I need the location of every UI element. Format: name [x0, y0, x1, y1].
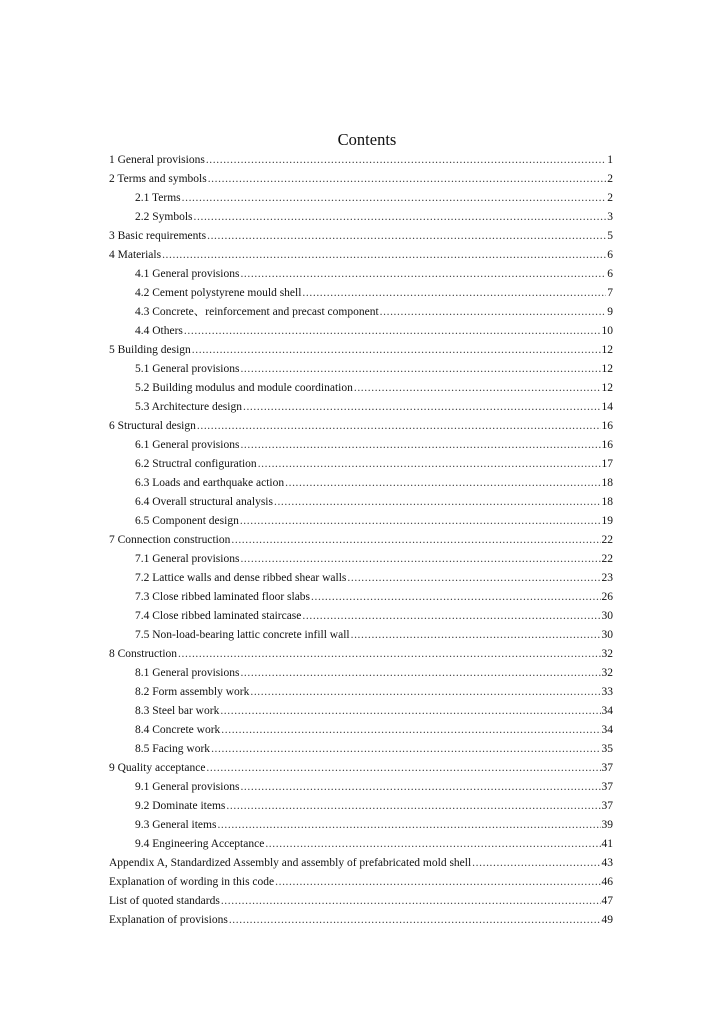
toc-entry-label: 7.3 Close ribbed laminated floor slabs	[135, 591, 311, 603]
toc-entry[interactable]	[109, 664, 613, 683]
toc-entry[interactable]	[109, 816, 613, 835]
toc-entry-label: Explanation of provisions	[109, 914, 228, 926]
toc-page-number: 14	[601, 401, 613, 413]
dot-leader	[380, 303, 607, 322]
dot-leader	[184, 322, 601, 341]
toc-entry[interactable]	[109, 569, 613, 588]
toc-entry-label: 9.3 General items	[135, 819, 217, 831]
toc-entry-label: 2 Terms and symbols	[109, 173, 207, 185]
toc-page-number: 16	[601, 439, 613, 451]
dot-leader	[182, 189, 607, 208]
toc-entry[interactable]	[109, 588, 613, 607]
toc-page-number: 47	[601, 895, 613, 907]
toc-entry-label: 2.2 Symbols	[135, 211, 193, 223]
dot-leader	[250, 683, 600, 702]
dot-leader	[178, 645, 600, 664]
toc-page-number: 34	[601, 705, 613, 717]
dot-leader	[240, 664, 600, 683]
dot-leader	[311, 588, 600, 607]
dot-leader	[197, 417, 601, 436]
dot-leader	[240, 360, 600, 379]
dot-leader	[285, 474, 600, 493]
toc-entry-label: 6 Structural design	[109, 420, 196, 432]
toc-entry-label: 7.4 Close ribbed laminated staircase	[135, 610, 302, 622]
dot-leader	[240, 550, 600, 569]
dot-leader	[207, 227, 606, 246]
dot-leader	[354, 379, 601, 398]
toc-page-number: 6	[607, 249, 613, 261]
toc-page-number: 32	[601, 648, 613, 660]
toc-entry-label: List of quoted standards	[109, 895, 220, 907]
toc-entry[interactable]	[109, 626, 613, 645]
toc-entry-label: 9.4 Engineering Acceptance	[135, 838, 265, 850]
toc-entry-label: 4 Materials	[109, 249, 162, 261]
dot-leader	[243, 398, 601, 417]
dot-leader	[347, 569, 600, 588]
toc-entry[interactable]	[109, 341, 613, 360]
toc-page-number: 39	[601, 819, 613, 831]
toc-entry-label: 8.2 Form assembly work	[135, 686, 250, 698]
toc-entry[interactable]	[109, 265, 613, 284]
toc-entry-label: 2.1 Terms	[135, 192, 181, 204]
toc-entry-label: 8.1 General provisions	[135, 667, 240, 679]
toc-entry-label: 3 Basic requirements	[109, 230, 207, 242]
toc-page-number: 1	[607, 154, 613, 166]
toc-entry-label: 5.3 Architecture design	[135, 401, 242, 413]
toc-entry[interactable]	[109, 759, 613, 778]
dot-leader	[231, 531, 600, 550]
toc-entry-label: 8.3 Steel bar work	[135, 705, 220, 717]
toc-page-number: 2	[607, 173, 613, 185]
toc-page-number: 37	[601, 800, 613, 812]
toc-entry[interactable]	[109, 550, 613, 569]
dot-leader	[206, 151, 606, 170]
dot-leader	[472, 854, 600, 873]
toc-entry[interactable]	[109, 645, 613, 664]
toc-entry[interactable]	[109, 189, 613, 208]
toc-entry-label: 7.1 General provisions	[135, 553, 240, 565]
toc-entry[interactable]	[109, 322, 613, 341]
dot-leader	[217, 816, 600, 835]
toc-page-number: 37	[601, 762, 613, 774]
toc-entry[interactable]	[109, 379, 613, 398]
toc-entry[interactable]	[109, 702, 613, 721]
toc-entry-label: 4.4 Others	[135, 325, 183, 337]
toc-page-number: 22	[601, 534, 613, 546]
toc-entry-label: 9 Quality acceptance	[109, 762, 206, 774]
dot-leader	[221, 721, 600, 740]
toc-entry[interactable]	[109, 778, 613, 797]
toc-entry[interactable]	[109, 854, 613, 873]
toc-page-number: 6	[607, 268, 613, 280]
dot-leader	[240, 512, 601, 531]
dot-leader	[221, 892, 601, 911]
toc-entry[interactable]	[109, 436, 613, 455]
dot-leader	[351, 626, 601, 645]
dot-leader	[258, 455, 601, 474]
toc-entry-label: 8.5 Facing work	[135, 743, 211, 755]
toc-page-number: 30	[601, 629, 613, 641]
toc-entry[interactable]	[109, 227, 613, 246]
toc-entry[interactable]	[109, 360, 613, 379]
toc-entry-label: 8 Construction	[109, 648, 178, 660]
dot-leader	[274, 493, 601, 512]
toc-page-number: 34	[601, 724, 613, 736]
toc-page-number: 49	[601, 914, 613, 926]
toc-entry[interactable]	[109, 911, 613, 930]
toc-entry-label: 4.3 Concrete、reinforcement and precast component	[135, 306, 379, 318]
toc-page-number: 33	[601, 686, 613, 698]
toc-entry[interactable]	[109, 797, 613, 816]
toc-entry[interactable]	[109, 531, 613, 550]
toc-entry[interactable]	[109, 398, 613, 417]
toc-entry[interactable]	[109, 151, 613, 170]
toc-entry-label: 1 General provisions	[109, 154, 205, 166]
page-title: Contents	[337, 130, 397, 149]
toc-entry[interactable]	[109, 721, 613, 740]
toc-entry-label: 7.2 Lattice walls and dense ribbed shear walls	[135, 572, 347, 584]
toc-page-number: 9	[607, 306, 613, 318]
toc-page-number: 18	[601, 496, 613, 508]
toc-entry[interactable]	[109, 512, 613, 531]
toc-page-number: 3	[607, 211, 613, 223]
toc-entry[interactable]	[109, 873, 613, 892]
toc-entry-label: 6.2 Structral configuration	[135, 458, 257, 470]
dot-leader	[302, 284, 606, 303]
toc-page-number: 32	[601, 667, 613, 679]
toc-entry[interactable]	[109, 474, 613, 493]
dot-leader	[211, 740, 600, 759]
dot-leader	[302, 607, 600, 626]
toc-entry[interactable]	[109, 607, 613, 626]
dot-leader	[229, 911, 601, 930]
toc-page-number: 16	[601, 420, 613, 432]
dot-leader	[240, 436, 600, 455]
dot-leader	[240, 265, 606, 284]
toc-page-number: 17	[601, 458, 613, 470]
toc-entry-label: 5.2 Building modulus and module coordination	[135, 382, 353, 394]
toc-page-number: 26	[601, 591, 613, 603]
toc-entry-label: Appendix A, Standardized Assembly and assembly of prefabricated mold shell	[109, 857, 472, 869]
dot-leader	[208, 170, 607, 189]
dot-leader	[265, 835, 600, 854]
toc-entry[interactable]	[109, 246, 613, 265]
toc-page-number: 19	[601, 515, 613, 527]
toc-page-number: 23	[601, 572, 613, 584]
toc-entry-label: 6.4 Overall structural analysis	[135, 496, 273, 508]
dot-leader	[226, 797, 600, 816]
toc-entry[interactable]	[109, 170, 613, 189]
dot-leader	[192, 341, 601, 360]
toc-entry-label: 8.4 Concrete work	[135, 724, 221, 736]
dot-leader	[275, 873, 600, 892]
toc-entry[interactable]	[109, 303, 613, 322]
toc-page-number: 35	[601, 743, 613, 755]
toc-entry[interactable]	[109, 208, 613, 227]
toc-entry-label: 5.1 General provisions	[135, 363, 240, 375]
toc-entry-label: 6.1 General provisions	[135, 439, 240, 451]
toc-entry-label: Explanation of wording in this code	[109, 876, 275, 888]
toc-entry-label: 7.5 Non-load-bearing lattic concrete infill wall	[135, 629, 350, 641]
toc-entry-label: 4.1 General provisions	[135, 268, 240, 280]
table-of-contents	[109, 151, 613, 930]
toc-page-number: 37	[601, 781, 613, 793]
toc-page-number: 12	[601, 363, 613, 375]
toc-entry-label: 6.3 Loads and earthquake action	[135, 477, 285, 489]
toc-page-number: 30	[601, 610, 613, 622]
toc-page-number: 12	[601, 382, 613, 394]
toc-entry-label: 9.2 Dominate items	[135, 800, 226, 812]
toc-entry-label: 9.1 General provisions	[135, 781, 240, 793]
toc-entry[interactable]	[109, 493, 613, 512]
toc-entry-label: 4.2 Cement polystyrene mould shell	[135, 287, 302, 299]
toc-entry[interactable]	[109, 683, 613, 702]
toc-entry[interactable]	[109, 740, 613, 759]
toc-entry[interactable]	[109, 892, 613, 911]
toc-page-number: 5	[607, 230, 613, 242]
dot-leader	[194, 208, 607, 227]
toc-page-number: 12	[601, 344, 613, 356]
dot-leader	[220, 702, 600, 721]
toc-page-number: 7	[607, 287, 613, 299]
toc-entry-label: 6.5 Component design	[135, 515, 239, 527]
toc-entry[interactable]	[109, 835, 613, 854]
dot-leader	[162, 246, 606, 265]
toc-entry-label: 7 Connection construction	[109, 534, 231, 546]
toc-page-number: 22	[601, 553, 613, 565]
toc-page-number: 10	[601, 325, 613, 337]
dot-leader	[240, 778, 600, 797]
dot-leader	[206, 759, 600, 778]
toc-page-number: 2	[607, 192, 613, 204]
toc-page-number: 46	[601, 876, 613, 888]
toc-entry[interactable]	[109, 455, 613, 474]
toc-entry-label: 5 Building design	[109, 344, 191, 356]
toc-entry[interactable]	[109, 417, 613, 436]
toc-page-number: 43	[601, 857, 613, 869]
toc-page-number: 18	[601, 477, 613, 489]
toc-entry[interactable]	[109, 284, 613, 303]
toc-page-number: 41	[601, 838, 613, 850]
